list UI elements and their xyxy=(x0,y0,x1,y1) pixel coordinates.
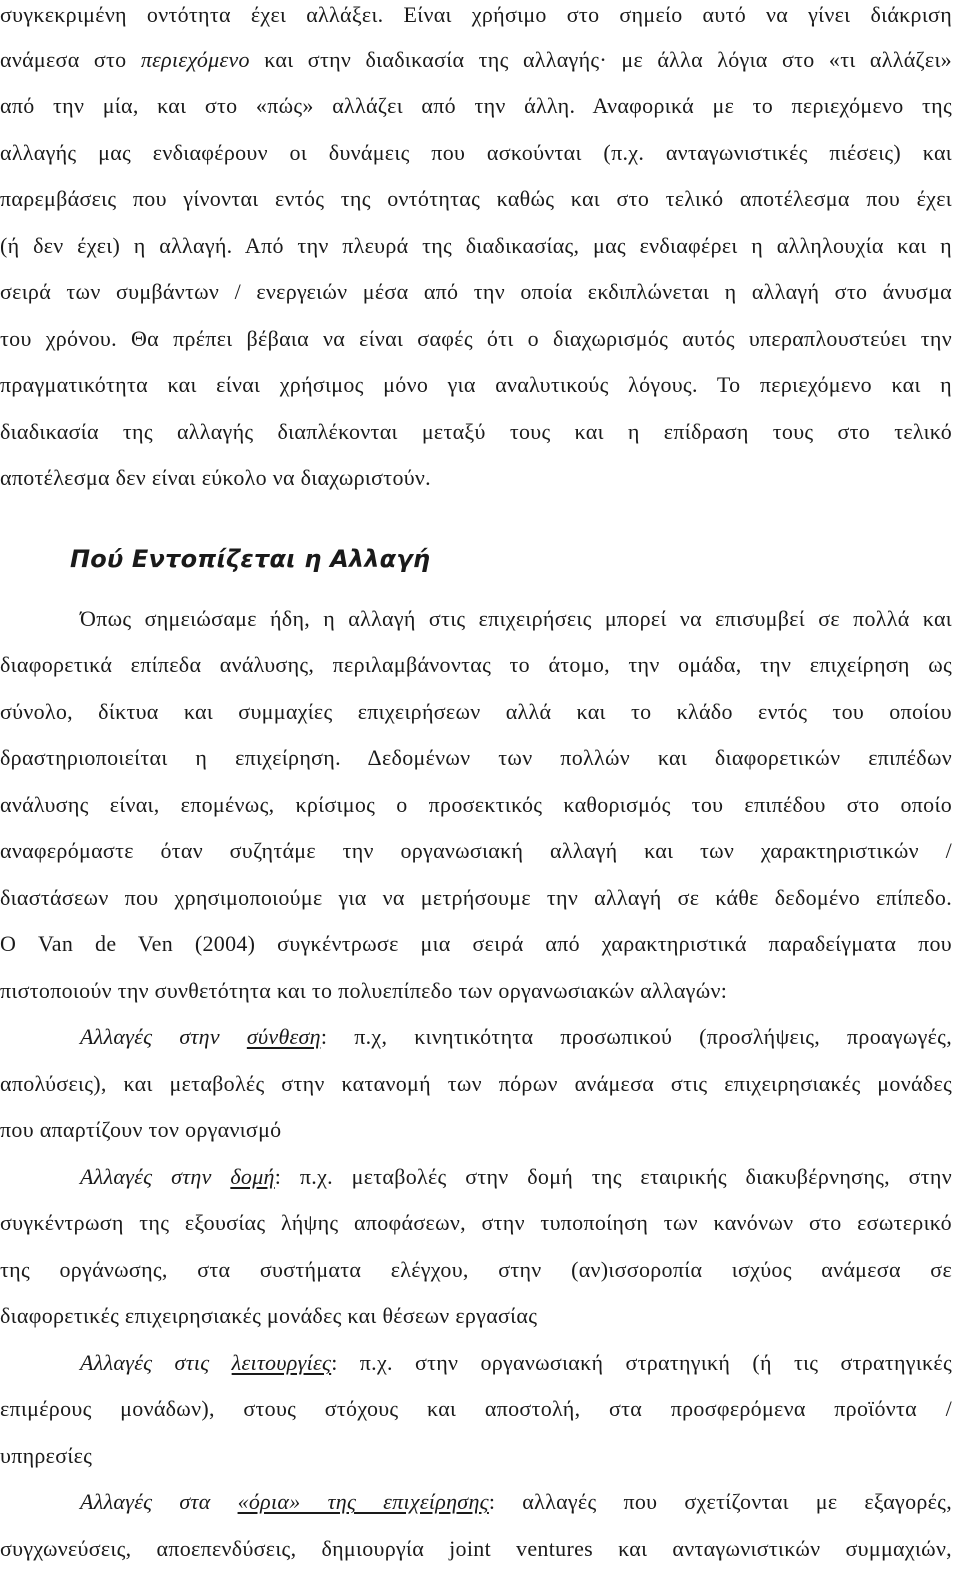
text-line: υπηρεσίες xyxy=(0,1443,93,1468)
text-line: συγκεκριμένη οντότητα έχει αλλάξει. Είναι χρήσιμο στο σημείο αυτό να γίνει διάκριση xyxy=(0,2,952,27)
text-line: συγκέντρωση της εξουσίας λήψης αποφάσεων, στην τυποποίηση των κανόνων στο εσωτερικό xyxy=(0,1210,952,1235)
text-line: συγχωνεύσεις, αποεπενδύσεις, δημιουργία joint ventures και ανταγωνιστικών συμμαχιών, xyxy=(0,1536,952,1561)
text-line: αλλαγής μας ενδιαφέρουν οι δυνάμεις που ασκούνται (π.χ. ανταγωνιστικές πιέσεις) και xyxy=(0,140,952,165)
item-label: Αλλαγές στις xyxy=(80,1350,232,1375)
text-span: : π.χ. στην οργανωσιακή στρατηγική (ή τις στρατηγικές xyxy=(331,1350,952,1375)
text-line: διαφορετικά επίπεδα ανάλυσης, περιλαμβάνοντας το άτομο, την ομάδα, την επιχείρηση ως xyxy=(0,652,952,677)
text-line: σειρά των συμβάντων / ενεργειών μέσα από την οποία εκδιπλώνεται η αλλαγή στο άνυσμα xyxy=(0,279,952,304)
text-line: πιστοποιούν την συνθετότητα και το πολυεπίπεδο των οργανωσιακών αλλαγών: xyxy=(0,978,728,1003)
text-line xyxy=(80,1022,952,1052)
text-span: : π.χ, κινητικότητα προσωπικού (προσλήψεις, προαγωγές, xyxy=(320,1024,952,1049)
text-span: και στην διαδικασία της αλλαγής· με άλλα λόγια στο «τι αλλάζει» xyxy=(249,47,952,72)
item-label-underlined: «όρια» της επιχείρησης xyxy=(237,1489,489,1514)
item-label-underlined: δομή xyxy=(230,1164,275,1189)
text-line: Ο Van de Ven (2004) συγκέντρωσε μια σειρά από χαρακτηριστικά παραδείγματα που xyxy=(0,931,952,956)
item-label: Αλλαγές στα xyxy=(80,1489,238,1514)
text-line: σύνολο, δίκτυα και συμμαχίες επιχειρήσεων αλλά και το κλάδο εντός του οποίου xyxy=(0,699,952,724)
text-line xyxy=(80,1348,952,1378)
text-line: (ή δεν έχει) η αλλαγή. Από την πλευρά της διαδικασίας, μας ενδιαφέρει η αλληλουχία και η xyxy=(0,233,952,258)
text-line: αποτέλεσμα δεν είναι εύκολο να διαχωριστούν. xyxy=(0,465,431,490)
text-line: επιμέρους μονάδων), στους στόχους και αποστολή, στα προσφερόμενα προϊόντα / xyxy=(0,1396,952,1421)
text-line: Όπως σημειώσαμε ήδη, η αλλαγή στις επιχειρήσεις μπορεί να επισυμβεί σε πολλά και xyxy=(80,606,952,631)
text-line: από την μία, και στο «πώς» αλλάζει από την άλλη. Αναφορικά με το περιεχόμενο της xyxy=(0,93,952,118)
text-line: παρεμβάσεις που γίνονται εντός της οντότητας καθώς και στο τελικό αποτέλεσμα που έχει xyxy=(0,186,952,211)
text-line: διαφορετικές επιχειρησιακές μονάδες και θέσεων εργασίας xyxy=(0,1303,538,1328)
italic-term: περιεχόμενο xyxy=(140,47,250,72)
item-label: Αλλαγές στην xyxy=(80,1164,231,1189)
text-line: της οργάνωσης, στα συστήματα ελέγχου, στην (αν)ισσοροπία ισχύος ανάμεσα σε xyxy=(0,1257,952,1282)
section-heading: Πού Εντοπίζεται η Αλλαγή xyxy=(70,545,431,573)
item-label-underlined: λειτουργίες xyxy=(231,1350,332,1375)
text-line: διαστάσεων που χρησιμοποιούμε για να μετρήσουμε την αλλαγή σε κάθε δεδομένο επίπεδο. xyxy=(0,885,952,910)
text-line: αναφερόμαστε όταν συζητάμε την οργανωσιακή αλλαγή και των χαρακτηριστικών / xyxy=(0,838,952,863)
text-line: του χρόνου. Θα πρέπει βέβαια να είναι σαφές ότι ο διαχωρισμός αυτός υπεραπλουστεύει την xyxy=(0,326,952,351)
text-line: απολύσεις), και μεταβολές στην κατανομή των πόρων ανάμεσα στις επιχειρησιακές μονάδες xyxy=(0,1071,952,1096)
text-line: ανάλυσης είναι, επομένως, κρίσιμος ο προσεκτικός καθορισμός του επιπέδου στο οποίο xyxy=(0,792,952,817)
text-line: που απαρτίζουν τον οργανισμό xyxy=(0,1117,282,1142)
text-line: διαδικασία της αλλαγής διαπλέκονται μεταξύ τους και η επίδραση τους στο τελικό xyxy=(0,419,952,444)
text-line: δραστηριοποιείται η επιχείρηση. Δεδομένων των πολλών και διαφορετικών επιπέδων xyxy=(0,745,952,770)
text-span: : αλλαγές που σχετίζονται με εξαγορές, xyxy=(488,1489,952,1514)
text-line xyxy=(80,1162,952,1192)
text-line xyxy=(80,1487,952,1517)
text-line: πραγματικότητα και είναι χρήσιμος μόνο για αναλυτικούς λόγους. Το περιεχόμενο και η xyxy=(0,372,952,397)
text-span: : π.χ. μεταβολές στην δομή της εταιρικής διακυβέρνησης, στην xyxy=(274,1164,952,1189)
item-label: Αλλαγές στην xyxy=(80,1024,247,1049)
item-label-underlined: σύνθεση xyxy=(246,1024,321,1049)
text-span: ανάμεσα στο xyxy=(0,47,141,72)
text-line xyxy=(0,45,952,75)
